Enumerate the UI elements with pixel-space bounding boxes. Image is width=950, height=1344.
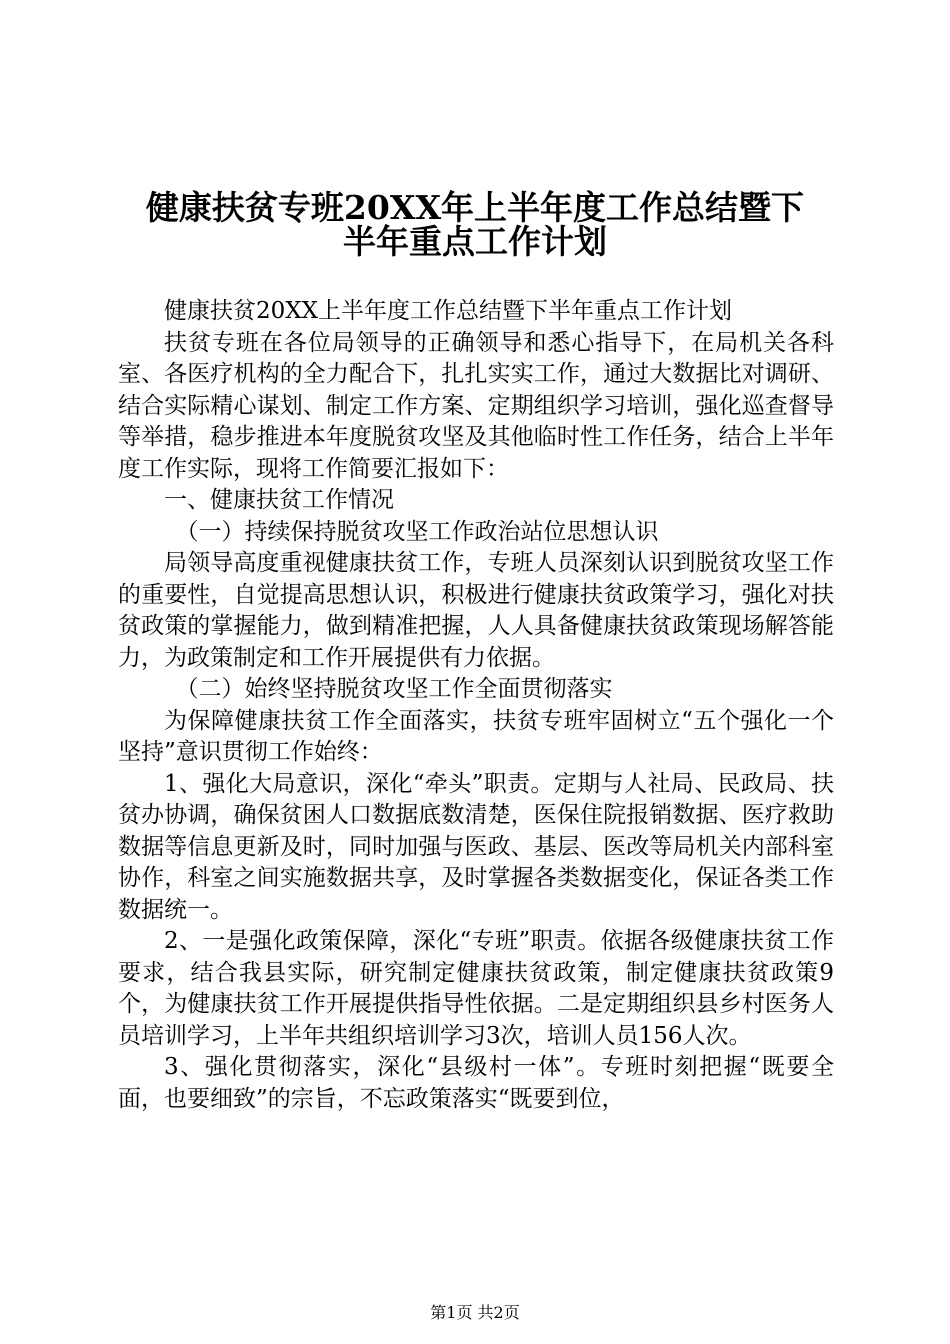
document-title-line-1: 健康扶贫专班20XX年上半年度工作总结暨下	[145, 188, 805, 227]
document-title-line-2: 半年重点工作计划	[343, 222, 607, 261]
list-item-2: 2、一是强化政策保障，深化“专班”职责。依据各级健康扶贫工作要求，结合我县实际，研究制定健康扶贫政策，制定健康扶贫政策9个，为健康扶贫工作开展提供指导性依据。二是定期组织县乡村医务人员培训学习，上半年共组织培训学习3次，培训人员156人次。	[118, 928, 834, 1049]
subsection-heading-1: （一）持续保持脱贫攻坚工作政治站位思想认识	[175, 518, 659, 545]
list-item-1: 1、强化大局意识，深化“牵头”职责。定期与人社局、民政局、扶贫办协调，确保贫困人口数据底数清楚，医保住院报销数据、医疗救助数据等信息更新及时，同时加强与医政、基层、医改等局机关内部科室协作，科室之间实施数据共享，及时掌握各类数据变化，保证各类工作数据统一。	[118, 770, 834, 923]
intro-paragraph: 扶贫专班在各位局领导的正确领导和悉心指导下，在局机关各科室、各医疗机构的全力配合下，扎扎实实工作，通过大数据比对调研、结合实际精心谋划、制定工作方案、定期组织学习培训，强化巡查督导等举措，稳步推进本年度脱贫攻坚及其他临时性工作任务，结合上半年度工作实际，现将工作简要汇报如下：	[118, 329, 834, 482]
section-heading-1: 一、健康扶贫工作情况	[164, 487, 394, 513]
page-footer: 第1页 共2页	[430, 1303, 520, 1322]
document-body	[118, 296, 834, 1115]
body-paragraph-2: 为保障健康扶贫工作全面落实，扶贫专班牢固树立“五个强化一个坚持”意识贯彻工作始终：	[118, 707, 834, 765]
list-item-3: 3、强化贯彻落实，深化“县级村一体”。专班时刻把握“既要全面，也要细致”的宗旨，不忘政策落实“既要到位，	[118, 1054, 834, 1112]
subsection-heading-2: （二）始终坚持脱贫攻坚工作全面贯彻落实	[175, 676, 613, 702]
subtitle-paragraph: 健康扶贫20XX上半年度工作总结暨下半年重点工作计划	[164, 298, 733, 324]
body-paragraph-1: 局领导高度重视健康扶贫工作，专班人员深刻认识到脱贫攻坚工作的重要性，自觉提高思想认识，积极进行健康扶贫政策学习，强化对扶贫政策的掌握能力，做到精准把握，人人具备健康扶贫政策现场解答能力，为政策制定和工作开展提供有力依据。	[118, 550, 834, 671]
